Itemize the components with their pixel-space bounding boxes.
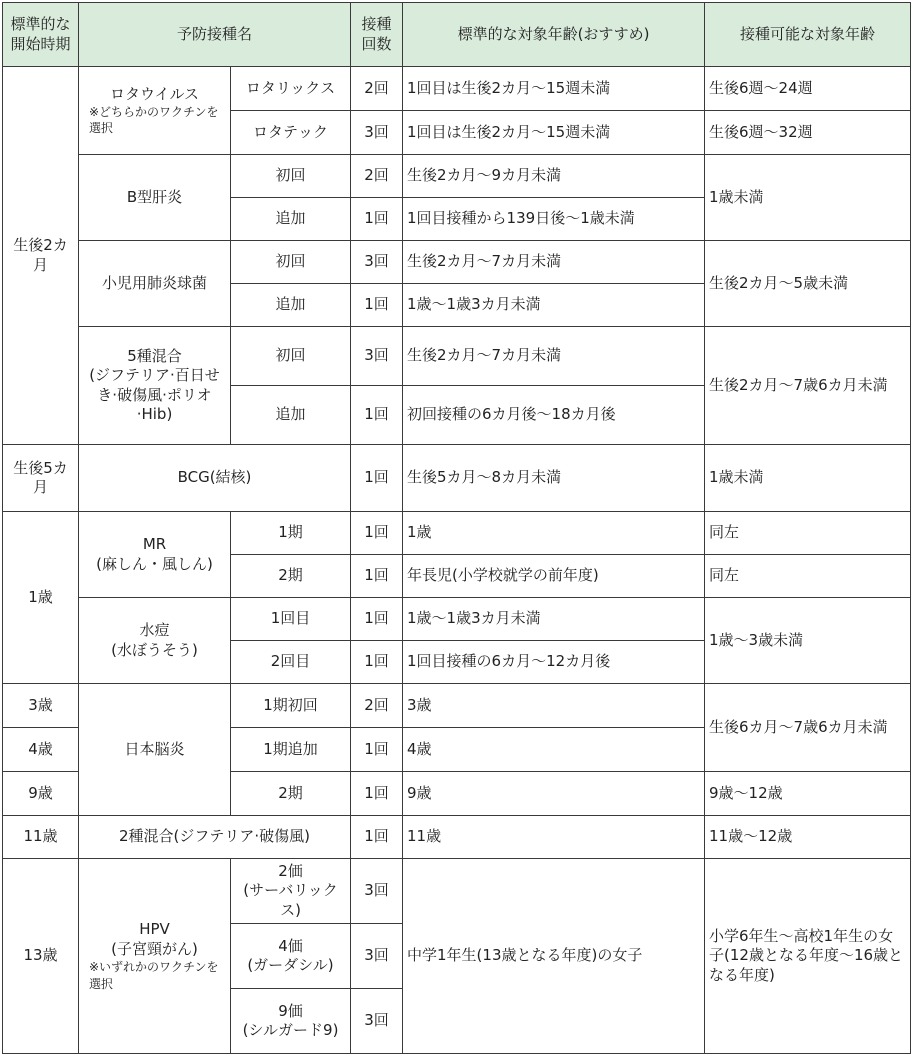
vaccine-name: 5種混合 (127, 346, 182, 365)
dose-label-cell: 初回 (231, 155, 351, 198)
dose-label-cell (231, 859, 351, 924)
period-cell: 13歳 (3, 859, 79, 1054)
dose-count-cell: 1回 (351, 445, 403, 512)
dose-count-cell: 2回 (351, 155, 403, 198)
std-age-cell: 生後2カ月～9カ月未満 (403, 155, 705, 198)
dose-count-cell: 3回 (351, 327, 403, 386)
std-age-cell: 生後5カ月～8カ月未満 (403, 445, 705, 512)
table-row (3, 859, 911, 924)
allowed-age-cell: 1歳～3歳未満 (705, 598, 911, 684)
dose-label-cell: 1期追加 (231, 728, 351, 772)
std-age-cell: 1回目は生後2カ月～15週未満 (403, 67, 705, 111)
dose-count-cell: 1回 (351, 386, 403, 445)
std-age-cell: 初回接種の6カ月後～18カ月後 (403, 386, 705, 445)
table-row (3, 67, 911, 111)
std-age-cell: 年長児(小学校就学の前年度) (403, 555, 705, 598)
period-cell: 生後5カ月 (3, 445, 79, 512)
vaccine-name: ロタウイルス (109, 84, 200, 103)
header-vaccine: 予防接種名 (79, 3, 351, 67)
dose-count-cell: 1回 (351, 816, 403, 859)
header-row (3, 3, 911, 67)
allowed-age-cell: 9歳～12歳 (705, 772, 911, 816)
dose-label: 4価 (278, 936, 303, 955)
period-cell: 4歳 (3, 728, 79, 772)
dose-label-cell: 1回目 (231, 598, 351, 641)
dose-label-cell: 2期 (231, 555, 351, 598)
std-age-cell: 1回目接種から139日後～1歳未満 (403, 198, 705, 241)
vaccine-name-cell (79, 67, 231, 155)
std-age-cell: 中学1年生(13歳となる年度)の女子 (403, 859, 705, 1054)
dose-sublabel: (ガーダシル) (247, 956, 334, 974)
dose-sublabel: (サーバリックス) (243, 881, 338, 919)
std-age-cell: 生後2カ月～7カ月未満 (403, 241, 705, 284)
allowed-age-cell: 生後6カ月～7歳6カ月未満 (705, 684, 911, 772)
vaccine-detail: (子宮頸がん) (111, 939, 198, 958)
header-std-age: 標準的な対象年齢(おすすめ) (403, 3, 705, 67)
dose-label-cell: 2回目 (231, 641, 351, 684)
allowed-age-cell: 生後2カ月～7歳6カ月未満 (705, 327, 911, 445)
dose-count-cell: 1回 (351, 512, 403, 555)
std-age-cell: 4歳 (403, 728, 705, 772)
vaccine-note: ※いずれかのワクチンを選択 (89, 960, 219, 991)
dose-count-cell: 1回 (351, 284, 403, 327)
std-age-cell: 3歳 (403, 684, 705, 728)
vaccine-name: MR (142, 535, 167, 553)
dose-count-cell: 3回 (351, 924, 403, 989)
allowed-age-cell: 同左 (705, 512, 911, 555)
table-row (3, 445, 911, 512)
vaccine-name-cell (79, 859, 231, 1054)
header-period: 標準的な開始時期 (3, 3, 79, 67)
dose-label-cell: 初回 (231, 327, 351, 386)
dose-count-cell: 3回 (351, 859, 403, 924)
std-age-cell: 11歳 (403, 816, 705, 859)
dose-count-cell: 1回 (351, 198, 403, 241)
table-row (3, 512, 911, 555)
vaccine-detail: (麻しん・風しん) (96, 554, 213, 573)
dose-count-cell: 1回 (351, 728, 403, 772)
table-row (3, 327, 911, 386)
allowed-age-cell: 小学6年生～高校1年生の女子(12歳となる年度～16歳となる年度) (705, 859, 911, 1054)
vaccine-name: 水痘 (139, 621, 170, 639)
vaccine-name-cell: B型肝炎 (79, 155, 231, 241)
dose-sublabel: (シルガード9) (242, 1021, 339, 1039)
dose-label-cell (231, 924, 351, 989)
std-age-cell: 1歳 (403, 512, 705, 555)
table-row (3, 598, 911, 641)
header-allowed-age: 接種可能な対象年齢 (705, 3, 911, 67)
allowed-age-cell: 1歳未満 (705, 155, 911, 241)
period-cell: 1歳 (3, 512, 79, 684)
std-age-cell: 9歳 (403, 772, 705, 816)
dose-label-cell: ロタテック (231, 111, 351, 155)
table-row (3, 684, 911, 728)
dose-label-cell: 追加 (231, 386, 351, 445)
period-cell: 生後2カ月 (3, 67, 79, 445)
vaccine-name: HPV (139, 920, 170, 939)
dose-count-cell: 1回 (351, 772, 403, 816)
period-cell: 11歳 (3, 816, 79, 859)
allowed-age-cell: 1歳未満 (705, 445, 911, 512)
dose-count-cell: 1回 (351, 555, 403, 598)
std-age-cell: 1歳～1歳3カ月未満 (403, 284, 705, 327)
header-doses: 接種回数 (351, 3, 403, 67)
dose-count-cell: 3回 (351, 241, 403, 284)
dose-label-cell: 1期 (231, 512, 351, 555)
dose-count-cell: 1回 (351, 598, 403, 641)
dose-label-cell: ロタリックス (231, 67, 351, 111)
table-row (3, 816, 911, 859)
vaccine-name-cell: 小児用肺炎球菌 (79, 241, 231, 327)
vaccine-name-cell: BCG(結核) (79, 445, 351, 512)
vaccine-note: ※どちらかのワクチンを選択 (89, 105, 219, 136)
dose-label: 9価 (278, 1001, 303, 1020)
vaccination-schedule-table (2, 2, 911, 1054)
vaccine-detail: (水ぼうそう) (111, 640, 198, 659)
dose-label: 2価 (278, 861, 303, 880)
dose-label-cell: 初回 (231, 241, 351, 284)
allowed-age-cell: 11歳～12歳 (705, 816, 911, 859)
table-row (3, 241, 911, 284)
dose-label-cell: 1期初回 (231, 684, 351, 728)
dose-label-cell: 2期 (231, 772, 351, 816)
std-age-cell: 1歳～1歳3カ月未満 (403, 598, 705, 641)
table-row (3, 155, 911, 198)
period-cell: 9歳 (3, 772, 79, 816)
dose-label-cell: 追加 (231, 198, 351, 241)
allowed-age-cell: 生後6週～32週 (705, 111, 911, 155)
vaccine-detail: (ジフテリア·百日せき·破傷風·ポリオ·Hib) (89, 366, 220, 423)
dose-count-cell: 1回 (351, 641, 403, 684)
dose-count-cell: 2回 (351, 684, 403, 728)
dose-label-cell: 追加 (231, 284, 351, 327)
vaccine-name-cell: 2種混合(ジフテリア·破傷風) (79, 816, 351, 859)
dose-count-cell: 3回 (351, 989, 403, 1054)
allowed-age-cell: 生後6週～24週 (705, 67, 911, 111)
vaccine-name-cell (79, 327, 231, 445)
allowed-age-cell: 同左 (705, 555, 911, 598)
dose-count-cell: 3回 (351, 111, 403, 155)
period-cell: 3歳 (3, 684, 79, 728)
vaccine-name-cell: 日本脳炎 (79, 684, 231, 816)
dose-count-cell: 2回 (351, 67, 403, 111)
std-age-cell: 1回目は生後2カ月～15週未満 (403, 111, 705, 155)
dose-label-cell (231, 989, 351, 1054)
std-age-cell: 1回目接種の6カ月～12カ月後 (403, 641, 705, 684)
vaccine-name-cell (79, 512, 231, 598)
vaccine-name-cell (79, 598, 231, 684)
allowed-age-cell: 生後2カ月～5歳未満 (705, 241, 911, 327)
std-age-cell: 生後2カ月～7カ月未満 (403, 327, 705, 386)
